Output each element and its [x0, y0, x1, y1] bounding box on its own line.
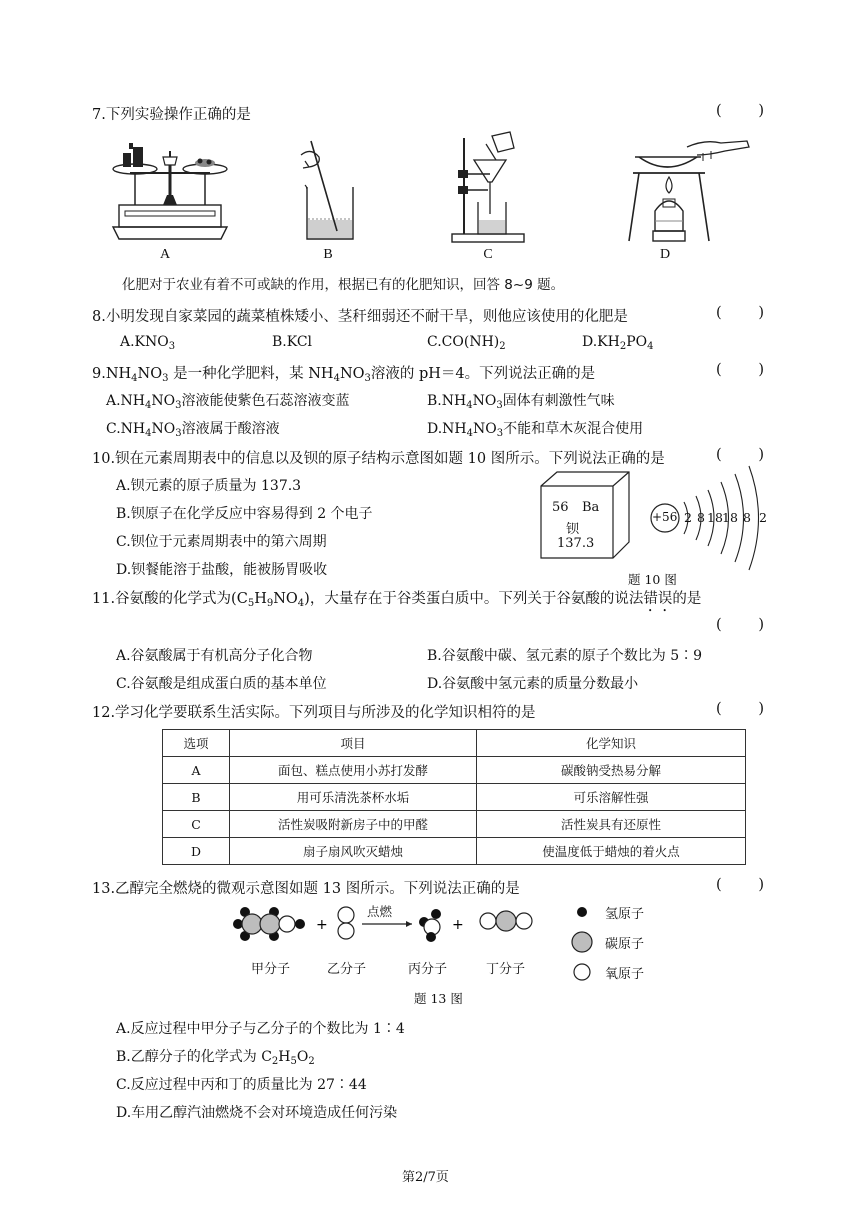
- fig-label-c: C: [483, 247, 493, 262]
- q7-answer-paren: ( ): [716, 103, 764, 119]
- q11-option-c: C.谷氨酸是组成蛋白质的基本单位: [116, 676, 327, 692]
- q11-answer-paren: ( ): [716, 617, 764, 633]
- table-cell: 用可乐清洗茶杯水垢: [230, 784, 477, 811]
- table-header-row: [163, 730, 746, 757]
- table-cell: 碳酸钠受热易分解: [477, 757, 746, 784]
- q13-figure-caption: 题 13 图: [414, 991, 463, 1006]
- q13-option-b: B.乙醇分子的化学式为 $C_2H_5O_2$: [116, 1049, 315, 1067]
- q12-stem: 12.学习化学要联系生活实际。下列项目与所涉及的化学知识相符的是: [92, 705, 536, 721]
- table-row: [163, 838, 746, 865]
- table-cell: 使温度低于蜡烛的着火点: [477, 838, 746, 865]
- table-header: 化学知识: [477, 730, 746, 757]
- table-cell: D: [163, 838, 230, 865]
- atom-legend-icons: [570, 902, 594, 982]
- shell-5: 8: [743, 510, 751, 525]
- q13-stem: 13.乙醇完全燃烧的微观示意图如题 13 图所示。下列说法正确的是: [92, 881, 520, 897]
- q11-option-b: B.谷氨酸中碳、氢元素的原子个数比为 5∶9: [427, 648, 703, 664]
- q9-option-c: $C.NH_4NO_3$溶液属于酸溶液: [106, 421, 280, 439]
- q10-option-d: D.钡餐能溶于盐酸，能被肠胃吸收: [116, 562, 328, 578]
- fig-label-a: A: [159, 247, 171, 262]
- q10-figure-caption: 题 10 图: [628, 572, 677, 587]
- q13-option-d: D.车用乙醇汽油燃烧不会对环境造成任何污染: [116, 1105, 398, 1121]
- svg-text:+: +: [452, 917, 464, 933]
- nucleus-charge: +56: [652, 510, 678, 524]
- table-row: [163, 757, 746, 784]
- q9-option-b: $B.NH_4NO_3$固体有刺激性气味: [427, 393, 615, 411]
- q8-option-d: $D.KH_2PO_4$: [582, 334, 654, 352]
- legend-oxygen: 氧原子: [605, 967, 645, 982]
- shell-1: 2: [684, 510, 692, 525]
- table-cell: 扇子扇风吹灭蜡烛: [230, 838, 477, 865]
- table-row: [163, 811, 746, 838]
- element-atomic-number: 56: [552, 500, 569, 515]
- table-cell: A: [163, 757, 230, 784]
- shell-3: 18: [707, 510, 723, 525]
- element-name: 钡: [566, 522, 580, 537]
- evaporation-apparatus-figure: [625, 133, 755, 245]
- q8-option-c: $C.CO(NH)_2$: [427, 334, 506, 352]
- q8-stem: 8.小明发现自家菜园的蔬菜植株矮小、茎秆细弱还不耐干旱，则他应该使用的化肥是: [92, 309, 628, 325]
- q10-option-b: B.钡原子在化学反应中容易得到 2 个电子: [116, 506, 373, 522]
- q9-stem: $9.NH_4NO_3$ 是一种化学肥料，某 $NH_4NO_3$溶液的 pH＝4。下列说法正确的是: [92, 366, 596, 384]
- q9-option-d: $D.NH_4NO_3$不能和草木灰混合使用: [427, 421, 644, 439]
- reaction-condition-label: 点燃: [367, 904, 393, 919]
- element-mass: 137.3: [557, 536, 595, 551]
- fig-label-b: B: [323, 247, 333, 262]
- q8-option-b: B.KCl: [272, 334, 313, 350]
- q10-option-a: A.钡元素的原子质量为 137.3: [116, 478, 302, 494]
- legend-carbon: 碳原子: [605, 937, 645, 952]
- page-number: 第2/7页: [402, 1170, 449, 1185]
- q9-option-a: $A.NH_4NO_3$溶液能使紫色石蕊溶液变蓝: [106, 393, 350, 411]
- q13-option-a: A.反应过程中甲分子与乙分子的个数比为 1∶4: [116, 1021, 405, 1037]
- q10-option-c: C.钡位于元素周期表中的第六周期: [116, 534, 327, 550]
- molecule-label-bing: 丙分子: [408, 962, 448, 977]
- q11-option-d: D.谷氨酸中氢元素的质量分数最小: [427, 676, 639, 692]
- table-cell: 可乐溶解性强: [477, 784, 746, 811]
- table-cell: B: [163, 784, 230, 811]
- q7-stem: 7.下列实验操作正确的是: [92, 107, 251, 123]
- q10-answer-paren: ( ): [716, 447, 764, 463]
- q10-stem: 10.钡在元素周期表中的信息以及钡的原子结构示意图如题 10 图所示。下列说法正确的是: [92, 451, 665, 467]
- q9-answer-paren: ( ): [716, 362, 764, 378]
- table-cell: 活性炭具有还原性: [477, 811, 746, 838]
- beaker-stirring-figure: [295, 135, 365, 245]
- q13-option-c: C.反应过程中丙和丁的质量比为 27∶44: [116, 1077, 367, 1093]
- q12-table: [162, 729, 746, 865]
- molecule-label-yi: 乙分子: [327, 962, 367, 977]
- table-cell: C: [163, 811, 230, 838]
- legend-hydrogen: 氢原子: [605, 907, 645, 922]
- svg-text:+: +: [316, 917, 328, 933]
- molecule-label-jia: 甲分子: [251, 962, 291, 977]
- table-cell: 面包、糕点使用小苏打发酵: [230, 757, 477, 784]
- q12-answer-paren: ( ): [716, 701, 764, 717]
- table-header: 项目: [230, 730, 477, 757]
- q11-stem: 11.谷氨酸的化学式为$(C_5H_9NO_4)$，大量存在于谷类蛋白质中。下列关于谷氨酸的说法错误的是: [92, 591, 702, 609]
- fig-label-d: D: [659, 247, 671, 262]
- intro-q8-9: 化肥对于农业有着不可或缺的作用，根据已有的化肥知识，回答 8~9 题。: [122, 277, 565, 293]
- shell-4: 18: [722, 510, 738, 525]
- q13-answer-paren: ( ): [716, 877, 764, 893]
- element-symbol: Ba: [582, 500, 600, 515]
- filtration-apparatus-figure: [450, 130, 530, 245]
- q8-option-a: $A.KNO_3$: [120, 334, 176, 352]
- table-row: [163, 784, 746, 811]
- table-header: 选项: [163, 730, 230, 757]
- shell-6: 2: [759, 510, 767, 525]
- balance-apparatus-figure: [105, 135, 235, 245]
- table-cell: 活性炭吸附新房子中的甲醛: [230, 811, 477, 838]
- q11-option-a: A.谷氨酸属于有机高分子化合物: [116, 648, 313, 664]
- shell-2: 8: [697, 510, 705, 525]
- molecule-label-ding: 丁分子: [486, 962, 526, 977]
- q8-answer-paren: ( ): [716, 305, 764, 321]
